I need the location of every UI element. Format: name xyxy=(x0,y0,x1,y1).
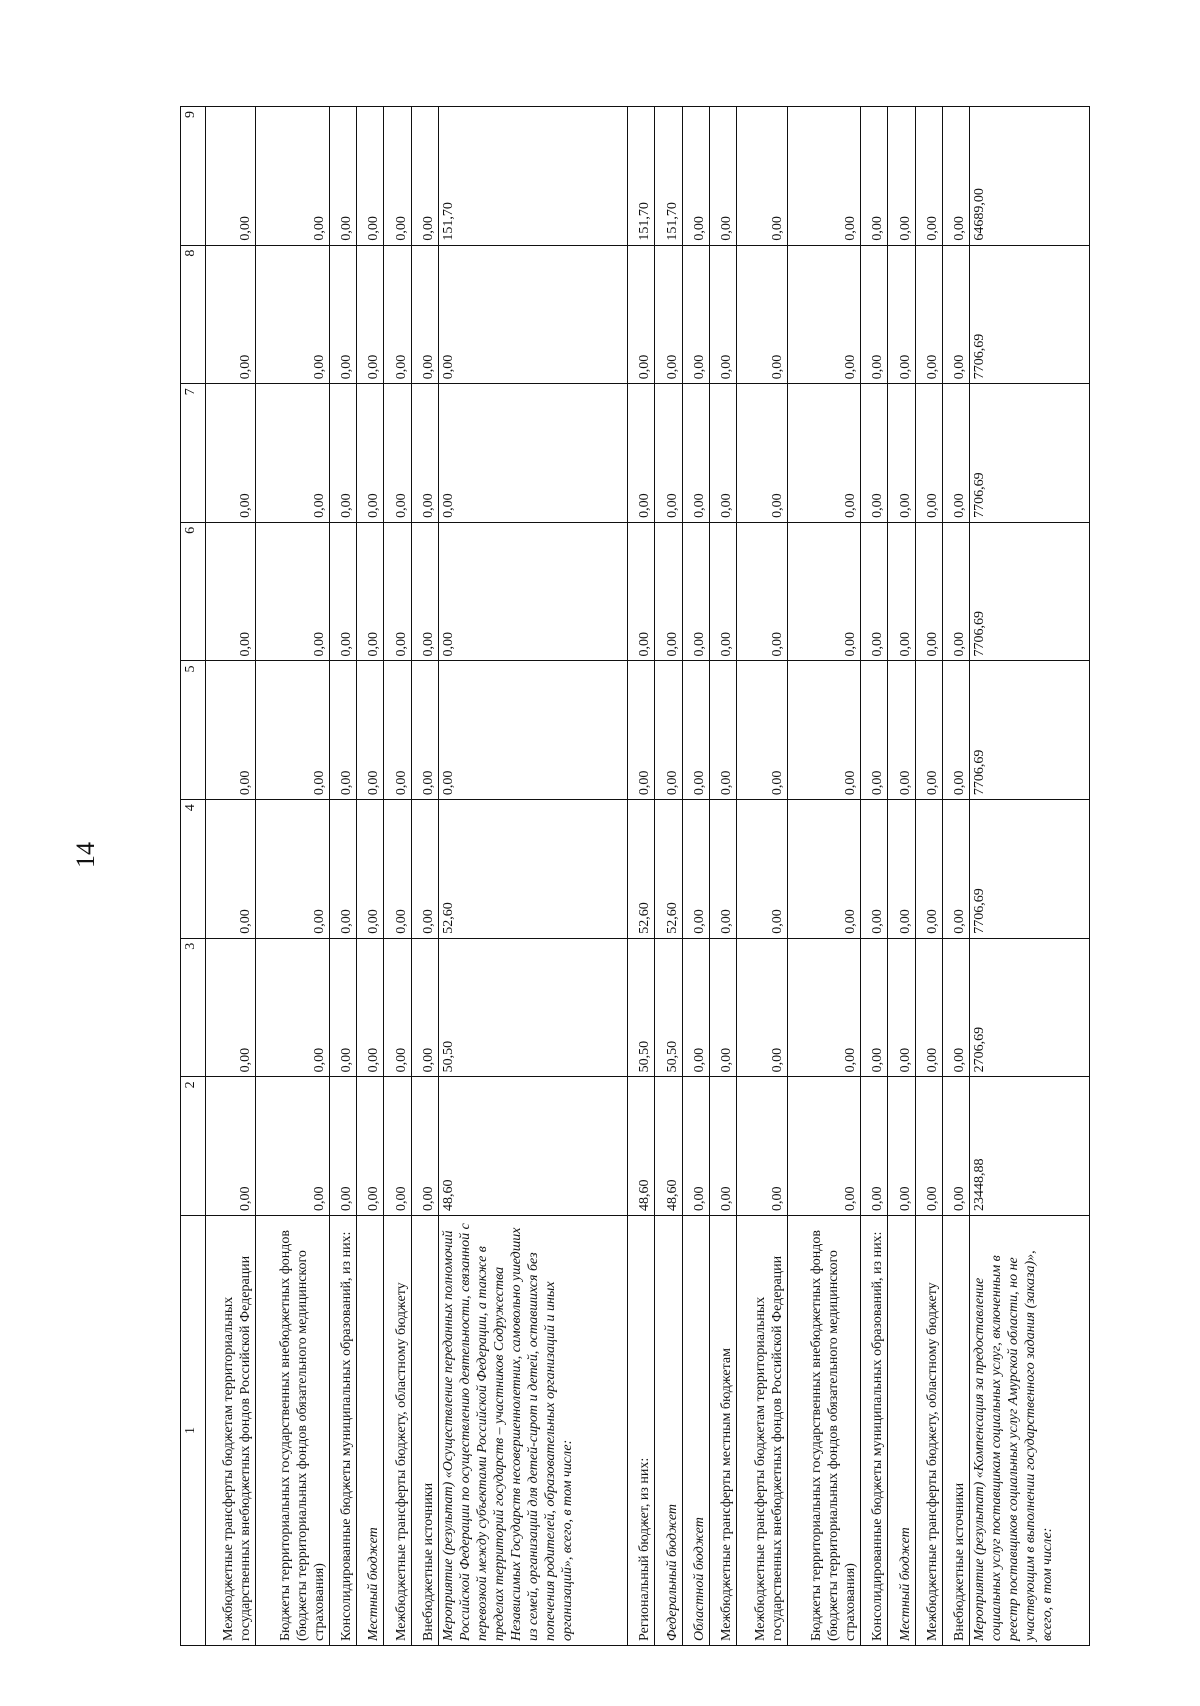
table-cell: 0,00 xyxy=(411,522,438,661)
table-cell: 0,00 xyxy=(709,384,736,523)
table-cell: 0,00 xyxy=(384,107,411,246)
table-cell: 0,00 xyxy=(206,800,256,939)
table-cell: 48,60 xyxy=(628,1077,655,1216)
table-cell: 0,00 xyxy=(329,522,356,661)
table-cell: 0,00 xyxy=(357,800,384,939)
table-cell: 0,00 xyxy=(787,522,861,661)
table-cell: 0,00 xyxy=(915,384,942,523)
table-cell: 151,70 xyxy=(655,107,682,246)
row-label: Местный бюджет xyxy=(888,1216,915,1646)
table-cell: 0,00 xyxy=(942,1077,969,1216)
table-cell: 0,00 xyxy=(411,661,438,800)
table-cell: 0,00 xyxy=(861,384,888,523)
table-cell: 0,00 xyxy=(861,1077,888,1216)
table-row xyxy=(942,107,969,1646)
table-cell: 0,00 xyxy=(787,107,861,246)
table-row xyxy=(655,107,682,1646)
table-body xyxy=(206,107,1090,1646)
table-cell: 0,00 xyxy=(438,661,627,800)
row-label: Межбюджетные трансферты бюджету, областному бюджету xyxy=(915,1216,942,1646)
table-cell: 0,00 xyxy=(737,107,787,246)
table-cell: 0,00 xyxy=(384,245,411,384)
table-cell: 0,00 xyxy=(628,245,655,384)
table-row xyxy=(737,107,787,1646)
table-cell: 0,00 xyxy=(737,1077,787,1216)
table-cell: 0,00 xyxy=(628,384,655,523)
table-cell: 0,00 xyxy=(942,800,969,939)
table-cell: 0,00 xyxy=(682,384,709,523)
table-cell: 0,00 xyxy=(206,107,256,246)
table-cell: 0,00 xyxy=(888,245,915,384)
table-cell: 0,00 xyxy=(329,661,356,800)
table-cell: 0,00 xyxy=(206,661,256,800)
table-cell: 0,00 xyxy=(787,1077,861,1216)
table-cell: 0,00 xyxy=(915,938,942,1077)
table-cell: 0,00 xyxy=(384,384,411,523)
table-cell: 0,00 xyxy=(206,1077,256,1216)
table-cell: 0,00 xyxy=(737,661,787,800)
table-row xyxy=(970,107,1090,1646)
table-cell: 0,00 xyxy=(915,661,942,800)
table-cell: 2706,69 xyxy=(970,938,1090,1077)
row-label: Мероприятие (результат) «Компенсация за предоставление социальных услуг поставщикам социальных услуг, включенным в реестр поставщиков социальных услуг Амурской области, но не участвующим в выполнении государственного задания (заказа)», всего, в том числе: xyxy=(970,1216,1090,1646)
table-cell: 0,00 xyxy=(357,245,384,384)
table-cell: 0,00 xyxy=(438,522,627,661)
table-cell: 0,00 xyxy=(942,107,969,246)
table-cell: 0,00 xyxy=(888,938,915,1077)
table-row xyxy=(384,107,411,1646)
table-row xyxy=(411,107,438,1646)
rotated-table-container xyxy=(180,106,1090,1646)
table-cell: 0,00 xyxy=(787,245,861,384)
table-cell: 0,00 xyxy=(384,938,411,1077)
table-row xyxy=(357,107,384,1646)
table-cell: 0,00 xyxy=(942,522,969,661)
table-cell: 0,00 xyxy=(915,107,942,246)
table-cell: 0,00 xyxy=(709,1077,736,1216)
row-label: Бюджеты территориальных государственных внебюджетных фондов (бюджеты территориальных фондов обязательного медицинского страхования) xyxy=(787,1216,861,1646)
row-label: Межбюджетные трансферты бюджетам территориальных государственных внебюджетных фондов Российской Федерации xyxy=(737,1216,787,1646)
column-header: 5 xyxy=(181,661,206,800)
table-cell: 0,00 xyxy=(628,661,655,800)
table-cell: 0,00 xyxy=(256,245,330,384)
table-cell: 0,00 xyxy=(942,938,969,1077)
table-cell: 0,00 xyxy=(861,107,888,246)
table-cell: 50,50 xyxy=(655,938,682,1077)
table-cell: 50,50 xyxy=(438,938,627,1077)
table-cell: 0,00 xyxy=(256,661,330,800)
column-header: 9 xyxy=(181,107,206,246)
table-cell: 0,00 xyxy=(256,384,330,523)
column-header: 7 xyxy=(181,384,206,523)
table-cell: 0,00 xyxy=(682,1077,709,1216)
table-cell: 0,00 xyxy=(942,661,969,800)
row-label: Межбюджетные трансферты бюджету, областному бюджету xyxy=(384,1216,411,1646)
table-cell: 0,00 xyxy=(206,938,256,1077)
table-cell: 52,60 xyxy=(438,800,627,939)
table-cell: 0,00 xyxy=(438,384,627,523)
table-cell: 0,00 xyxy=(655,245,682,384)
table-row xyxy=(628,107,655,1646)
table-cell: 0,00 xyxy=(256,800,330,939)
table-cell: 0,00 xyxy=(915,1077,942,1216)
row-label: Региональный бюджет, из них: xyxy=(628,1216,655,1646)
table-cell: 0,00 xyxy=(709,661,736,800)
table-cell: 0,00 xyxy=(861,938,888,1077)
table-cell: 48,60 xyxy=(655,1077,682,1216)
table-cell: 0,00 xyxy=(438,245,627,384)
table-cell: 0,00 xyxy=(915,800,942,939)
table-cell: 0,00 xyxy=(206,245,256,384)
table-cell: 0,00 xyxy=(787,938,861,1077)
row-label: Внебюджетные источники xyxy=(942,1216,969,1646)
table-cell: 0,00 xyxy=(737,245,787,384)
row-label: Консолидированные бюджеты муниципальных образований, из них: xyxy=(861,1216,888,1646)
table-cell: 0,00 xyxy=(942,245,969,384)
table-cell: 0,00 xyxy=(329,107,356,246)
table-cell: 0,00 xyxy=(411,107,438,246)
table-cell: 0,00 xyxy=(357,938,384,1077)
table-cell: 0,00 xyxy=(861,245,888,384)
table-cell: 0,00 xyxy=(682,522,709,661)
table-row xyxy=(915,107,942,1646)
table-cell: 7706,69 xyxy=(970,800,1090,939)
table-cell: 0,00 xyxy=(628,522,655,661)
table-cell: 0,00 xyxy=(256,938,330,1077)
column-header: 3 xyxy=(181,938,206,1077)
row-label: Областной бюджет xyxy=(682,1216,709,1646)
table-cell: 0,00 xyxy=(737,800,787,939)
table-cell: 0,00 xyxy=(709,107,736,246)
table-cell: 0,00 xyxy=(709,245,736,384)
table-cell: 0,00 xyxy=(682,107,709,246)
table-cell: 0,00 xyxy=(357,1077,384,1216)
row-label: Внебюджетные источники xyxy=(411,1216,438,1646)
table-cell: 0,00 xyxy=(411,800,438,939)
table-cell: 0,00 xyxy=(357,661,384,800)
table-cell: 0,00 xyxy=(206,522,256,661)
table-cell: 7706,69 xyxy=(970,245,1090,384)
table-cell: 0,00 xyxy=(256,107,330,246)
table-cell: 0,00 xyxy=(787,661,861,800)
table-cell: 0,00 xyxy=(682,661,709,800)
table-cell: 64689,00 xyxy=(970,107,1090,246)
table-cell: 0,00 xyxy=(861,661,888,800)
table-cell: 0,00 xyxy=(737,384,787,523)
table-row xyxy=(709,107,736,1646)
page-number: 14 xyxy=(71,842,100,868)
table-cell: 0,00 xyxy=(888,384,915,523)
table-cell: 52,60 xyxy=(655,800,682,939)
column-header: 8 xyxy=(181,245,206,384)
table-cell: 0,00 xyxy=(655,661,682,800)
table-cell: 0,00 xyxy=(888,800,915,939)
table-row xyxy=(438,107,627,1646)
table-cell: 151,70 xyxy=(438,107,627,246)
table-cell: 7706,69 xyxy=(970,661,1090,800)
table-row xyxy=(329,107,356,1646)
column-header: 6 xyxy=(181,522,206,661)
table-cell: 0,00 xyxy=(655,522,682,661)
table-cell: 0,00 xyxy=(357,107,384,246)
table-cell: 0,00 xyxy=(942,384,969,523)
table-cell: 0,00 xyxy=(915,522,942,661)
table-cell: 0,00 xyxy=(682,938,709,1077)
table-cell: 0,00 xyxy=(384,661,411,800)
table-row xyxy=(861,107,888,1646)
table-cell: 0,00 xyxy=(329,1077,356,1216)
column-header: 2 xyxy=(181,1077,206,1216)
table-cell: 0,00 xyxy=(861,522,888,661)
row-label: Бюджеты территориальных государственных внебюджетных фондов (бюджеты территориальных фондов обязательного медицинского страхования) xyxy=(256,1216,330,1646)
table-cell: 48,60 xyxy=(438,1077,627,1216)
table-cell: 0,00 xyxy=(861,800,888,939)
table-cell: 0,00 xyxy=(915,245,942,384)
table-cell: 0,00 xyxy=(888,522,915,661)
table-cell: 7706,69 xyxy=(970,522,1090,661)
table-cell: 0,00 xyxy=(384,1077,411,1216)
table-cell: 50,50 xyxy=(628,938,655,1077)
table-row xyxy=(206,107,256,1646)
table-cell: 0,00 xyxy=(411,1077,438,1216)
table-cell: 151,70 xyxy=(628,107,655,246)
table-cell: 0,00 xyxy=(682,800,709,939)
table-row xyxy=(256,107,330,1646)
column-header: 4 xyxy=(181,800,206,939)
table-cell: 0,00 xyxy=(888,107,915,246)
table-cell: 0,00 xyxy=(256,522,330,661)
row-label: Межбюджетные трансферты местным бюджетам xyxy=(709,1216,736,1646)
table-cell: 0,00 xyxy=(888,1077,915,1216)
table-cell: 0,00 xyxy=(357,522,384,661)
table-row xyxy=(787,107,861,1646)
table-cell: 23448,88 xyxy=(970,1077,1090,1216)
table-cell: 7706,69 xyxy=(970,384,1090,523)
table-cell: 0,00 xyxy=(709,800,736,939)
table-cell: 0,00 xyxy=(357,384,384,523)
row-label: Консолидированные бюджеты муниципальных образований, из них: xyxy=(329,1216,356,1646)
row-label: Мероприятие (результат) «Осуществление переданных полномочий Российской Федерации по осуществлению деятельности, связанной с перевозкой между субъектами Российской Федерации, а также в пределах территорий государств – участников Содружества Независимых Государств несовершеннолетних, самовольно ушедших из семей, организаций для детей-сирот и детей, оставшихся без попечения родителей, образовательных организаций и иных организаций», всего, в том числе: xyxy=(438,1216,627,1646)
column-header: 1 xyxy=(181,1216,206,1646)
row-label: Федеральный бюджет xyxy=(655,1216,682,1646)
table-cell: 0,00 xyxy=(329,938,356,1077)
table-cell: 52,60 xyxy=(628,800,655,939)
table-cell: 0,00 xyxy=(411,384,438,523)
table-cell: 0,00 xyxy=(709,938,736,1077)
table-cell: 0,00 xyxy=(787,384,861,523)
table-cell: 0,00 xyxy=(384,522,411,661)
column-number-row xyxy=(181,107,206,1646)
budget-table xyxy=(180,106,1090,1646)
table-cell: 0,00 xyxy=(737,522,787,661)
table-row xyxy=(888,107,915,1646)
table-cell: 0,00 xyxy=(384,800,411,939)
table-cell: 0,00 xyxy=(329,384,356,523)
row-label: Межбюджетные трансферты бюджетам территориальных государственных внебюджетных фондов Российской Федерации xyxy=(206,1216,256,1646)
table-cell: 0,00 xyxy=(655,384,682,523)
table-cell: 0,00 xyxy=(206,384,256,523)
table-cell: 0,00 xyxy=(411,245,438,384)
table-cell: 0,00 xyxy=(737,938,787,1077)
table-cell: 0,00 xyxy=(709,522,736,661)
table-cell: 0,00 xyxy=(256,1077,330,1216)
table-cell: 0,00 xyxy=(329,245,356,384)
table-cell: 0,00 xyxy=(787,800,861,939)
row-label: Местный бюджет xyxy=(357,1216,384,1646)
table-cell: 0,00 xyxy=(888,661,915,800)
table-row xyxy=(682,107,709,1646)
table-cell: 0,00 xyxy=(682,245,709,384)
table-cell: 0,00 xyxy=(329,800,356,939)
table-cell: 0,00 xyxy=(411,938,438,1077)
